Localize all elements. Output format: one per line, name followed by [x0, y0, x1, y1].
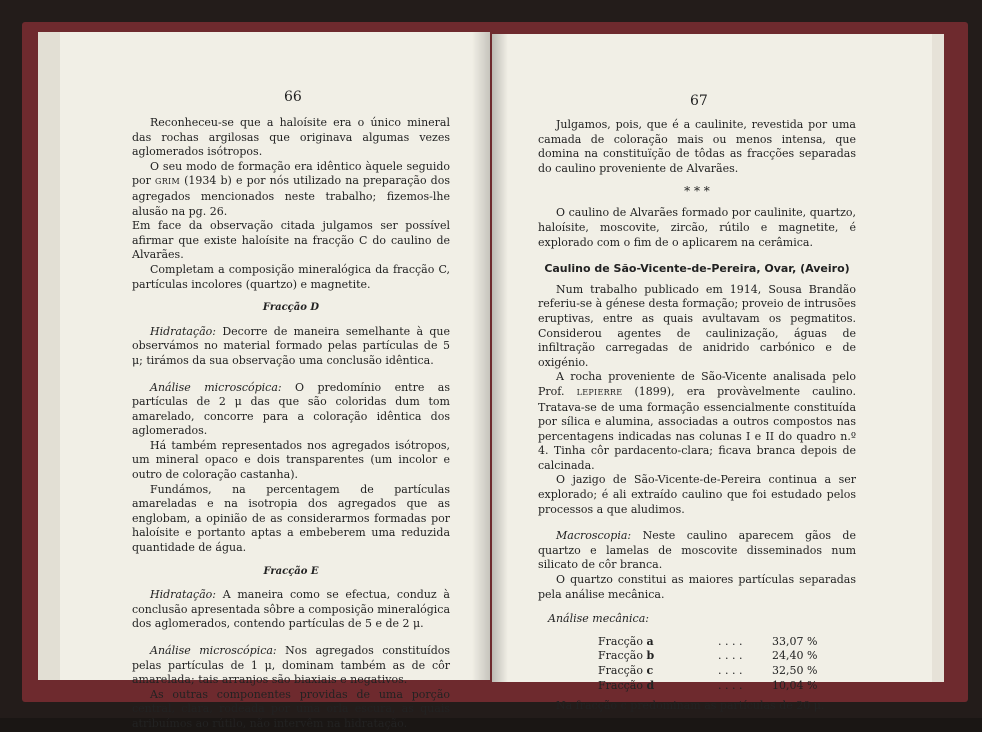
paragraph — [538, 370, 856, 473]
text-span: O seu modo de formação era idêntico àquele seguido por — [132, 159, 450, 188]
table-row — [598, 649, 856, 664]
spacer — [132, 632, 450, 644]
paragraph: Na fracção c predominam as partículas de 20 μ. — [556, 699, 825, 713]
table-cell-value: 33,07 % — [772, 634, 818, 648]
paragraph — [132, 381, 450, 439]
table-cell-label — [598, 649, 718, 664]
text-span: Fracção — [598, 634, 643, 648]
text-span: Fracção — [598, 664, 643, 677]
subheading-label: Hidratação: — [150, 324, 216, 338]
left-page — [38, 32, 490, 730]
paragraph: Num trabalho publicado em 1914, Sousa Brandão referiu-se à génese desta formação; proveio de intrusões eruptivas, entre as quais avultavam os pegmatitos. Considerou agentes de caulinização, águas de infiltração carregadas de anidrido carbónico e de oxigénio. — [538, 282, 856, 369]
paragraph — [538, 529, 856, 573]
paragraph — [132, 160, 450, 219]
leader-dots: . . . . — [718, 634, 743, 648]
fraction-letter: d — [646, 678, 655, 692]
table-cell-value: 24,40 % — [772, 649, 818, 663]
leader-dots: . . . . — [718, 678, 743, 692]
table-cell-value: 10,04 % — [772, 678, 818, 692]
text-span: Fracção — [598, 649, 643, 663]
paragraph: Completam a composição mineralógica da fracção C, partículas incolores (quartzo) e magnetite. — [132, 262, 450, 291]
page-number-right: 67 — [690, 93, 708, 109]
paragraph: Reconheceu-se que a haloísite era o único mineral das rochas argilosas que originava algumas vezes aglomerados isótropos. — [132, 116, 450, 159]
paragraph: Fundámos, na percentagem de partículas amareladas e na isotropia dos agregados que as englobam, a opinião de as considerarmos formadas por haloísite e portanto aptas a embeberem uma reduzida quantidade de água. — [132, 482, 450, 555]
paragraph: Em face da observação citada julgamos ser possível afirmar que existe haloísite na fracção C do caulino de Alvarães. — [132, 219, 450, 262]
leader-dots: . . . . — [718, 649, 743, 663]
spacer — [132, 369, 450, 381]
left-page-text — [132, 116, 450, 732]
text-span: Fracção — [598, 678, 643, 692]
section-heading: Fracção E — [263, 565, 319, 577]
page-number-left: 66 — [284, 89, 302, 105]
text-span: Neste caulino aparecem gãos de quartzo e lamelas de moscovite disseminados num silicato de côr branca. — [538, 529, 856, 572]
paragraph: Julgamos, pois, que é a caulinite, revestida por uma camada de coloração mais ou menos intensa, que domina na constituïção de tôdas as fracções separadas do caulino proveniente de Alvarães. — [538, 118, 856, 175]
spacer — [538, 602, 856, 612]
table-cell-value: 32,50 % — [772, 664, 818, 677]
fraction-letter: c — [646, 664, 654, 677]
text-span: Nos agregados constituídos pelas partículas de 1 μ, dominam também as de côr amarelada; tais arranjos são biaxiais e negativos. — [132, 644, 450, 687]
subheading-label: Macroscopia: — [556, 529, 632, 543]
text-span: Decorre de maneira semelhante à que observámos no material formado pelas partículas de 5 μ; tirámos da sua observação uma conclusão idêntica. — [132, 324, 450, 367]
text-span: (1934 b) e por nós utilizado na preparação dos agregados mencionados neste trabalho; fizemos-lhe alusão na pg. 26. — [132, 174, 450, 218]
paragraph — [132, 588, 450, 632]
paragraph — [132, 644, 450, 688]
mechanical-analysis-table — [598, 635, 856, 693]
paragraph — [132, 325, 450, 369]
section-divider-stars: * * * — [684, 184, 710, 199]
text-span: A rocha proveniente de São-Vicente analisada pelo Prof. — [538, 370, 856, 398]
leader-dots: . . . . — [718, 664, 743, 677]
subheading-label: Análise microscópica: — [150, 644, 277, 657]
paragraph: O jazigo de São-Vicente-de-Pereira continua a ser explorado; é ali extraído caulino que foi estudado pelos processos a que aludimos. — [538, 473, 856, 516]
right-page — [492, 34, 944, 713]
table-cell-label — [598, 635, 718, 650]
table-row — [598, 635, 856, 650]
table-caption: Análise mecânica: — [548, 612, 649, 626]
author-name: GRIM — [155, 177, 181, 187]
text-span: O predomínio entre as partículas de 2 μ das que são coloridas dum tom amarelado, concorre para a coloração idêntica dos aglomerados. — [132, 380, 450, 438]
table-row — [598, 664, 856, 679]
fraction-letter: b — [646, 649, 655, 663]
section-heading: Fracção D — [262, 302, 320, 314]
paragraph: Há também representados nos agregados isótropos, um mineral opaco e dois transparentes (um incolor e outro de coloração castanha). — [132, 438, 450, 482]
author-name: LEPIERRE — [576, 387, 623, 397]
right-page-text — [538, 118, 856, 714]
fraction-letter: a — [646, 634, 654, 648]
subheading-label: Hidratação: — [150, 588, 216, 602]
table-row — [598, 679, 856, 694]
paragraph: O quartzo constitui as maiores partículas separadas pela análise mecânica. — [538, 573, 856, 601]
spacer — [538, 517, 856, 529]
subheading-label: Análise microscópica: — [150, 380, 282, 394]
text-span: (1899), era provàvelmente caulino. Tratava-se de uma formação essencialmente constituída por sílica e alumina, associadas a outros compostos nas percentagens indicadas nas colunas I e II do quadro n.º 4. Tinha côr pardacento-clara; ficava branca depois de calcinada. — [538, 384, 856, 472]
paragraph: O caulino de Alvarães formado por caulinite, quartzo, haloísite, moscovite, zircão, rútilo e magnetite, é explorado com o fim de o aplicarem na cerâmica. — [538, 206, 856, 249]
text-span: A maneira como se efectua, conduz à conclusão apresentada sôbre a composição mineralógica dos aglomerados, contendo partículas de 5 e de 2 μ. — [132, 588, 450, 631]
table-cell-label — [598, 679, 718, 694]
table-cell-label — [598, 664, 718, 679]
paragraph: As outras componentes providas de uma porção central, clara, rodeada por uma orla escura, as quais atribuímos ao rútilo, não intervêm na hidratação. — [132, 687, 450, 730]
section-title: Caulino de São-Vicente-de-Pereira, Ovar, (Aveiro) — [544, 262, 850, 276]
